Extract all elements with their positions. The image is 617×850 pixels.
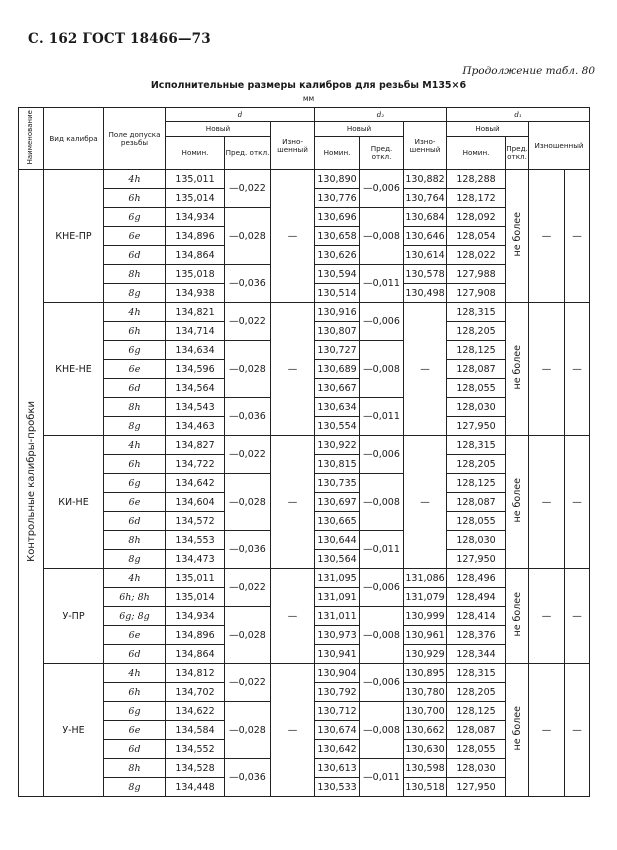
tolerance-field-cell: 8g [104,550,166,569]
d2-worn-cell: 130,598 [404,759,447,778]
d2-deviation-cell: —0,008 [360,341,404,398]
d1-worn-cell: — [529,436,565,569]
tolerance-field-cell: 8g [104,284,166,303]
d1-nominal-cell: 127,950 [447,778,506,797]
d1-nominal-cell: 127,950 [447,550,506,569]
d2-nominal-cell: 130,689 [315,360,360,379]
tolerance-field-cell: 6d [104,246,166,265]
d2-deviation-cell: —0,011 [360,398,404,436]
d2-worn-cell: 130,780 [404,683,447,702]
table-continuation-note: Продолжение табл. 80 [462,65,595,77]
d1-nominal-cell: 128,022 [447,246,506,265]
dimensions-table [18,107,590,797]
d-worn-cell: — [271,170,315,303]
d1-nominal-cell: 128,376 [447,626,506,645]
d2-nominal-cell: 130,973 [315,626,360,645]
tolerance-field-cell: 6d [104,379,166,398]
d-deviation-cell: —0,028 [225,341,271,398]
table-unit: мм [302,94,315,103]
d2-worn-cell: 131,086 [404,569,447,588]
d-nominal-cell: 134,463 [166,417,225,436]
header-d1-worn: Изношенный [529,122,590,170]
d-nominal-cell: 134,553 [166,531,225,550]
d-deviation-cell: —0,028 [225,208,271,265]
tolerance-field-cell: 6h; 8h [104,588,166,607]
d-deviation-cell: —0,036 [225,531,271,569]
d2-worn-cell: 130,662 [404,721,447,740]
header-d1-nom: Номин. [447,137,506,170]
d-nominal-cell: 134,584 [166,721,225,740]
d-nominal-cell: 134,543 [166,398,225,417]
d1-deviation-cell-text: не более [511,592,523,637]
d1-nominal-cell: 128,205 [447,683,506,702]
d2-worn-cell: 130,961 [404,626,447,645]
d-nominal-cell: 135,014 [166,588,225,607]
tolerance-field-cell: 6e [104,227,166,246]
table-row [19,664,590,683]
d1-worn-cell: — [529,664,565,797]
d2-worn-cell: 130,684 [404,208,447,227]
d2-deviation-cell: —0,006 [360,436,404,474]
d2-deviation-cell: —0,011 [360,531,404,569]
d1-deviation-cell-text: не более [511,478,523,523]
d2-worn-cell: 130,882 [404,170,447,189]
d1-nominal-cell: 128,125 [447,474,506,493]
d2-nominal-cell: 130,644 [315,531,360,550]
d1-nominal-cell: 128,055 [447,379,506,398]
d2-worn-cell: 131,079 [404,588,447,607]
d2-nominal-cell: 130,674 [315,721,360,740]
d-nominal-cell: 134,934 [166,208,225,227]
d1-worn-cell: — [565,170,590,303]
d1-nominal-cell: 128,172 [447,189,506,208]
d-deviation-cell: —0,022 [225,569,271,607]
d-nominal-cell: 134,528 [166,759,225,778]
table-row [19,436,590,455]
d2-deviation-cell: —0,008 [360,702,404,759]
d-worn-cell: — [271,664,315,797]
d2-deviation-cell: —0,008 [360,208,404,265]
d1-nominal-cell: 128,315 [447,303,506,322]
d-deviation-cell: —0,036 [225,759,271,797]
tolerance-field-cell: 6g [104,341,166,360]
d2-worn-cell: 130,646 [404,227,447,246]
d1-worn-cell: — [565,569,590,664]
d-deviation-cell: —0,028 [225,474,271,531]
d1-nominal-cell: 128,125 [447,702,506,721]
d1-deviation-cell [506,170,529,303]
d-deviation-cell: —0,022 [225,436,271,474]
d-nominal-cell: 134,448 [166,778,225,797]
d1-deviation-cell-text: не более [511,212,523,257]
tolerance-field-cell: 6h [104,455,166,474]
tolerance-field-cell: 8h [104,265,166,284]
d1-nominal-cell: 128,125 [447,341,506,360]
d1-nominal-cell: 128,205 [447,322,506,341]
d1-worn-cell: — [529,303,565,436]
d-nominal-cell: 134,864 [166,645,225,664]
header-d-new: Новый [166,122,271,137]
d2-nominal-cell: 130,712 [315,702,360,721]
d1-nominal-cell: 128,087 [447,721,506,740]
d1-nominal-cell: 128,315 [447,664,506,683]
d2-nominal-cell: 130,696 [315,208,360,227]
d1-nominal-cell: 128,054 [447,227,506,246]
tolerance-field-cell: 6d [104,740,166,759]
tolerance-field-cell: 6d [104,512,166,531]
d2-worn-cell: 130,999 [404,607,447,626]
d2-nominal-cell: 130,922 [315,436,360,455]
d-deviation-cell: —0,036 [225,265,271,303]
header-d2-new: Новый [315,122,404,137]
tolerance-field-cell: 6e [104,721,166,740]
table-row [19,569,590,588]
d-nominal-cell: 134,702 [166,683,225,702]
header-d1: d₁ [447,108,590,122]
table-row [19,303,590,322]
d2-nominal-cell: 130,642 [315,740,360,759]
header-tolerance-field: Поле допуска резьбы [104,108,166,170]
d1-nominal-cell: 127,908 [447,284,506,303]
header-d1-dev: Пред. откл. [506,137,529,170]
d2-deviation-cell: —0,011 [360,265,404,303]
d-nominal-cell: 134,722 [166,455,225,474]
d-nominal-cell: 134,864 [166,246,225,265]
d-nominal-cell: 134,473 [166,550,225,569]
kind-cell: У-ПР [44,569,104,664]
header-d2-dev: Пред. откл. [360,137,404,170]
d-nominal-cell: 135,018 [166,265,225,284]
kind-cell: КНЕ-ПР [44,170,104,303]
d-worn-cell: — [271,303,315,436]
d2-worn-cell: — [404,303,447,436]
kind-cell: КНЕ-НЕ [44,303,104,436]
d-nominal-cell: 134,552 [166,740,225,759]
tolerance-field-cell: 4h [104,303,166,322]
d-nominal-cell: 135,011 [166,569,225,588]
tolerance-field-cell: 4h [104,170,166,189]
d2-worn-cell: 130,895 [404,664,447,683]
page-header: С. 162 ГОСТ 18466—73 [28,31,211,47]
d-nominal-cell: 134,714 [166,322,225,341]
d2-worn-cell: 130,614 [404,246,447,265]
d1-nominal-cell: 128,030 [447,531,506,550]
header-d2-worn: Изношенный [404,122,447,170]
d2-worn-cell: — [404,436,447,569]
table-title: Исполнительные размеры калибров для резьбы М135×6 [150,80,467,91]
d2-deviation-cell: —0,008 [360,607,404,664]
d1-nominal-cell: 128,055 [447,512,506,531]
d1-worn-cell: — [565,303,590,436]
d-nominal-cell: 134,634 [166,341,225,360]
d1-nominal-cell: 128,494 [447,588,506,607]
d2-nominal-cell: 130,626 [315,246,360,265]
d-deviation-cell: —0,028 [225,702,271,759]
d-deviation-cell: —0,028 [225,607,271,664]
header-name: Наименование [19,108,44,170]
d1-nominal-cell: 128,087 [447,493,506,512]
d1-nominal-cell: 128,205 [447,455,506,474]
tolerance-field-cell: 8g [104,778,166,797]
table-body [19,170,590,797]
d2-deviation-cell: —0,006 [360,664,404,702]
d2-nominal-cell: 130,735 [315,474,360,493]
tolerance-field-cell: 6h [104,322,166,341]
d-deviation-cell: —0,022 [225,303,271,341]
d-deviation-cell: —0,022 [225,170,271,208]
tolerance-field-cell: 6g; 8g [104,607,166,626]
d2-deviation-cell: —0,011 [360,759,404,797]
d2-nominal-cell: 131,011 [315,607,360,626]
d2-deviation-cell: —0,006 [360,303,404,341]
kind-cell: КИ-НЕ [44,436,104,569]
d2-nominal-cell: 130,554 [315,417,360,436]
tolerance-field-cell: 4h [104,569,166,588]
d-nominal-cell: 134,827 [166,436,225,455]
d-nominal-cell: 134,812 [166,664,225,683]
d-nominal-cell: 134,934 [166,607,225,626]
header-d-nom: Номин. [166,137,225,170]
d1-deviation-cell-text: не более [511,706,523,751]
d2-worn-cell: 130,518 [404,778,447,797]
d2-worn-cell: 130,630 [404,740,447,759]
header-d-dev: Пред. откл. [225,137,271,170]
d2-deviation-cell: —0,006 [360,170,404,208]
header-d-worn: Изношенный [271,122,315,170]
d-nominal-cell: 134,596 [166,360,225,379]
tolerance-field-cell: 6g [104,208,166,227]
d-nominal-cell: 134,622 [166,702,225,721]
tolerance-field-cell: 6e [104,360,166,379]
d1-nominal-cell: 128,087 [447,360,506,379]
d1-nominal-cell: 128,288 [447,170,506,189]
d2-nominal-cell: 130,792 [315,683,360,702]
d-nominal-cell: 135,014 [166,189,225,208]
group-label-text: Контрольные калибры-пробки [25,401,37,562]
d1-nominal-cell: 128,496 [447,569,506,588]
tolerance-field-cell: 6g [104,474,166,493]
d1-nominal-cell: 127,988 [447,265,506,284]
d1-deviation-cell [506,569,529,664]
d2-worn-cell: 130,578 [404,265,447,284]
d-nominal-cell: 134,642 [166,474,225,493]
kind-cell: У-НЕ [44,664,104,797]
d2-worn-cell: 130,700 [404,702,447,721]
d2-worn-cell: 130,498 [404,284,447,303]
d2-worn-cell: 130,929 [404,645,447,664]
d1-nominal-cell: 128,030 [447,398,506,417]
d-nominal-cell: 134,938 [166,284,225,303]
table-row [19,170,590,189]
header-kind: Вид калибра [44,108,104,170]
d2-nominal-cell: 130,776 [315,189,360,208]
d1-nominal-cell: 128,030 [447,759,506,778]
d2-nominal-cell: 130,533 [315,778,360,797]
d-nominal-cell: 134,896 [166,626,225,645]
d2-worn-cell: 130,764 [404,189,447,208]
d-nominal-cell: 134,572 [166,512,225,531]
d2-nominal-cell: 130,613 [315,759,360,778]
d2-nominal-cell: 131,091 [315,588,360,607]
d2-nominal-cell: 130,815 [315,455,360,474]
d2-nominal-cell: 130,890 [315,170,360,189]
d1-worn-cell: — [565,664,590,797]
d-worn-cell: — [271,569,315,664]
tolerance-field-cell: 6h [104,189,166,208]
tolerance-field-cell: 6g [104,702,166,721]
d1-nominal-cell: 128,315 [447,436,506,455]
d-worn-cell: — [271,436,315,569]
d2-nominal-cell: 130,634 [315,398,360,417]
d2-nominal-cell: 130,941 [315,645,360,664]
d-nominal-cell: 134,564 [166,379,225,398]
d1-deviation-cell-text: не более [511,345,523,390]
d2-nominal-cell: 130,665 [315,512,360,531]
d2-nominal-cell: 130,594 [315,265,360,284]
tolerance-field-cell: 8g [104,417,166,436]
d-nominal-cell: 134,604 [166,493,225,512]
d2-nominal-cell: 130,658 [315,227,360,246]
header-d2-nom: Номин. [315,137,360,170]
d2-nominal-cell: 130,697 [315,493,360,512]
d2-nominal-cell: 130,667 [315,379,360,398]
d2-nominal-cell: 131,095 [315,569,360,588]
d2-nominal-cell: 130,904 [315,664,360,683]
tolerance-field-cell: 6h [104,683,166,702]
tolerance-field-cell: 8h [104,759,166,778]
tolerance-field-cell: 6e [104,626,166,645]
d-nominal-cell: 134,821 [166,303,225,322]
d1-nominal-cell: 128,055 [447,740,506,759]
d2-deviation-cell: —0,006 [360,569,404,607]
d2-nominal-cell: 130,564 [315,550,360,569]
d1-worn-cell: — [565,436,590,569]
d-deviation-cell: —0,022 [225,664,271,702]
d2-nominal-cell: 130,916 [315,303,360,322]
tolerance-field-cell: 6d [104,645,166,664]
tolerance-field-cell: 8h [104,398,166,417]
d1-deviation-cell [506,436,529,569]
tolerance-field-cell: 4h [104,436,166,455]
d1-worn-cell: — [529,170,565,303]
d2-nominal-cell: 130,514 [315,284,360,303]
d1-worn-cell: — [529,569,565,664]
tolerance-field-cell: 6e [104,493,166,512]
d1-deviation-cell [506,664,529,797]
header-d: d [166,108,315,122]
d1-nominal-cell: 128,092 [447,208,506,227]
d-nominal-cell: 134,896 [166,227,225,246]
header-d2: d₂ [315,108,447,122]
d2-deviation-cell: —0,008 [360,474,404,531]
tolerance-field-cell: 4h [104,664,166,683]
group-label [19,170,44,797]
tolerance-field-cell: 8h [104,531,166,550]
header-d1-new: Новый [447,122,529,137]
d1-deviation-cell [506,303,529,436]
d-deviation-cell: —0,036 [225,398,271,436]
d1-nominal-cell: 128,414 [447,607,506,626]
d2-nominal-cell: 130,807 [315,322,360,341]
d1-nominal-cell: 128,344 [447,645,506,664]
d-nominal-cell: 135,011 [166,170,225,189]
d1-nominal-cell: 127,950 [447,417,506,436]
d2-nominal-cell: 130,727 [315,341,360,360]
